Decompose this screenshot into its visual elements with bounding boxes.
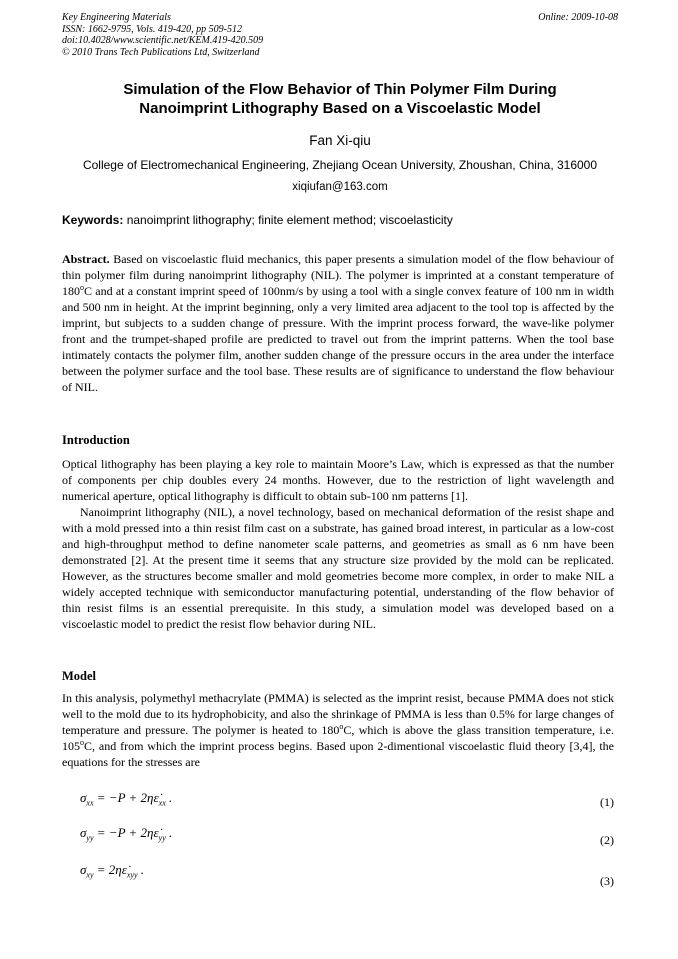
equation-number-1: (1)	[600, 795, 614, 809]
model-heading: Model	[62, 669, 97, 683]
journal-name: Key Engineering Materials	[62, 12, 171, 23]
intro-paragraph-2: Nanoimprint lithography (NIL), a novel technology, based on mechanical deformation of the resist shape and with a mold pressed into a thin resist film cast on a substrate, has gained broad interest, in particular as a low-cost and high-throughput method to define nanometer scale patterns, and geometries as small as 6 nm have been demonstrated [2]. At the present time it seems that any structure size provided by the mold can be replicated. However, as the structures become smaller and mold geometries become more complex, in order to make NIL a widely accepted technique with semiconductor manufacturing potential, understanding of the flow behavior of thin resist films is an essential prerequisite. In this study, a simulation model was developed based on a viscoelastic model to predict the resist flow behavior during NIL.	[62, 505, 614, 631]
equation-1	[80, 790, 172, 808]
issn-line: ISSN: 1662-9795, Vols. 419-420, pp 509-512	[62, 23, 242, 35]
eq-subscript: xx	[158, 798, 166, 808]
keywords	[62, 213, 618, 227]
eq-end: .	[165, 825, 173, 840]
equation-3	[80, 862, 144, 880]
model-text-b: C, which is above the glass transition temperature, i.e. 105	[62, 723, 614, 753]
eq-rate: ε̇	[153, 825, 159, 840]
equation-number-3: (3)	[600, 874, 614, 888]
intro-paragraph-1: Optical lithography has been playing a key role to maintain Moore’s Law, which is expressed as that the number of components per chip doubles every 24 months. However, due to the restriction of light wavelength and numerical aperture, optical lithography is difficult to obtain sub-100 nm patterns [1].	[62, 457, 614, 503]
author-email: xiqiufan@163.com	[292, 181, 388, 193]
degree-sup: o	[80, 738, 84, 747]
affiliation: College of Electromechanical Engineering, Zhejiang Ocean University, Zhoushan, China, 316000	[82, 158, 598, 172]
author-name: Fan Xi-qiu	[309, 133, 371, 148]
eq-subscript: yy	[86, 833, 94, 843]
eq-rate: ε̇	[153, 790, 159, 805]
online-date: Online: 2009-10-08	[538, 12, 618, 23]
eq-symbol: σ	[80, 862, 87, 877]
model-paragraph	[62, 690, 614, 770]
eq-rhs: = 2η	[93, 862, 122, 877]
doi-line: doi:10.4028/www.scientific.net/KEM.419-420.509	[62, 35, 264, 46]
title-line-1: Simulation of the Flow Behavior of Thin Polymer Film During	[123, 81, 557, 98]
model-text-c: C, and from which the imprint process begins. Based upon 2-dimentional viscoelastic fluid theory [3,4], the equations for the stresses are	[62, 739, 614, 769]
keywords-label: Keywords:	[62, 213, 124, 227]
introduction-heading: Introduction	[62, 433, 130, 447]
eq-subscript: xy	[86, 870, 94, 880]
abstract-text-b: C and at a constant imprint speed of 100nm/s by using a tool with a single convex feature of 100 nm in width and 500 nm in height. At the imprint beginning, only a very limited area adjacent to the tool top is affected by the imprint, but subjects to a sudden change of pressure. With the imprint process forward, the wave-like polymer front and the trumpet-shaped profile are predicted to travel out from the imprint patterns. When the tool base intimately contacts the polymer film, another sudden change of the pressure occurs in the area under the interface between the polymer surface and the tool base. These results are of significance to understand the flow behaviour of NIL.	[62, 284, 614, 394]
eq-rhs: = −P + 2η	[93, 790, 154, 805]
equation-2	[80, 825, 172, 843]
eq-end: .	[137, 862, 145, 877]
title-line-2: Nanoimprint Lithography Based on a Viscoelastic Model	[139, 100, 541, 117]
abstract-text-a: Based on viscoelastic fluid mechanics, this paper presents a simulation model of the flow behaviour of thin polymer film during nanoimprint lithography (NIL). The polymer is imprinted at a constant temperature of 180	[62, 252, 614, 298]
paper-title	[62, 80, 618, 118]
degree-sup: o	[80, 283, 84, 292]
equation-number-2: (2)	[600, 833, 614, 847]
eq-symbol: σ	[80, 825, 87, 840]
abstract	[62, 251, 614, 395]
degree-sup: o	[339, 722, 344, 731]
keywords-text: nanoimprint lithography; finite element method; viscoelasticity	[126, 213, 453, 227]
journal-header	[62, 12, 618, 58]
eq-subscript: yy	[158, 833, 166, 843]
eq-rhs: = −P + 2η	[93, 825, 154, 840]
model-text-a: In this analysis, polymethyl methacrylate (PMMA) is selected as the imprint resist, because PMMA does not stick well to the mold due to its hydrophobicity, and also the shrinkage of PMMA is less than 0.5% for large changes of temperature and pressure. The polymer is heated to 180	[62, 691, 614, 737]
eq-rate: ε̇	[121, 862, 127, 877]
abstract-label: Abstract.	[62, 252, 110, 266]
eq-end: .	[165, 790, 173, 805]
eq-symbol: σ	[80, 790, 87, 805]
eq-subscript: xx	[86, 798, 94, 808]
copyright-line: © 2010 Trans Tech Publications Ltd, Switzerland	[62, 46, 260, 58]
eq-subscript: xyy	[126, 870, 138, 880]
